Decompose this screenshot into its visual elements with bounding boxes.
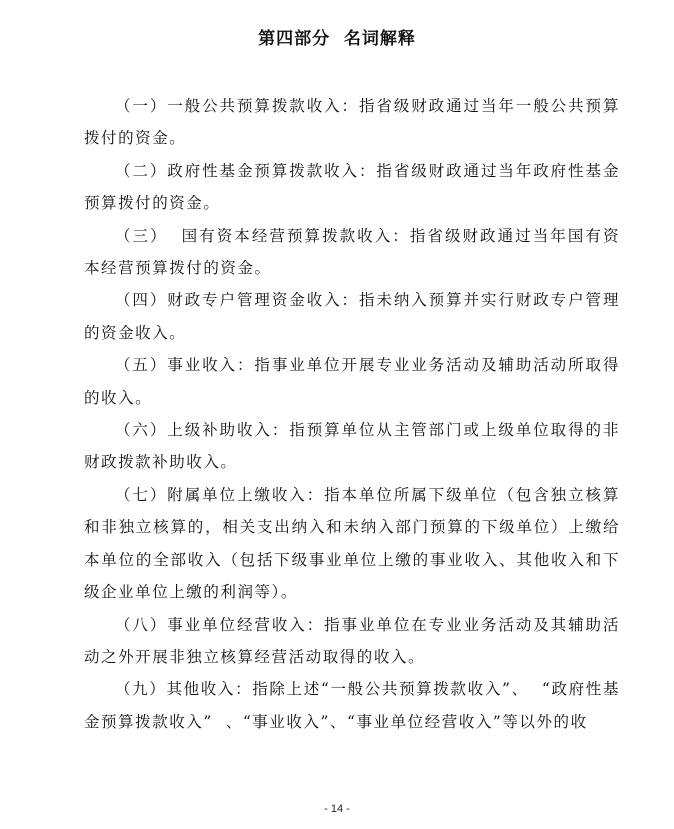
- page-title: 第四部分 名词解释: [258, 29, 416, 49]
- definition-paragraph-1: （一）一般公共预算拨款收入：指省级财政通过当年一般公共预算拨付的资金。: [84, 97, 620, 148]
- definition-paragraph-4: （四）财政专户管理资金收入：指未纳入预算并实行财政专户管理的资金收入。: [84, 291, 620, 342]
- definition-paragraph-2: （二）政府性基金预算拨款收入：指省级财政通过当年政府性基金预算拨付的资金。: [84, 161, 620, 213]
- definition-paragraph-5: （五）事业收入：指事业单位开展专业业务活动及辅助活动所取得的收入。: [84, 356, 620, 407]
- definition-paragraph-8: （八）事业单位经营收入：指事业单位在专业业务活动及其辅助活动之外开展非独立核算经营活动取得的收入。: [84, 615, 620, 666]
- definition-paragraph-9: （九）其他收入：指除上述“一般公共预算拨款收入”、 “政府性基金预算拨款收入” 、“事业收入”、“事业单位经营收入”等以外的收: [84, 680, 620, 731]
- page-number: - 14 -: [324, 803, 350, 815]
- definitions-body: [84, 90, 620, 738]
- definition-paragraph-7: （七）附属单位上缴收入：指本单位所属下级单位（包含独立核算和非独立核算的，相关支出纳入和未纳入部门预算的下级单位）上缴给本单位的全部收入（包括下级事业单位上缴的事业收入、其他收入和下级企业单位上缴的利润等）。: [84, 485, 620, 602]
- definition-paragraph-3: （三） 国有资本经营预算拨款收入：指省级财政通过当年国有资本经营预算拨付的资金。: [84, 226, 620, 278]
- definition-paragraph-6: （六）上级补助收入：指预算单位从主管部门或上级单位取得的非财政拨款补助收入。: [84, 421, 620, 472]
